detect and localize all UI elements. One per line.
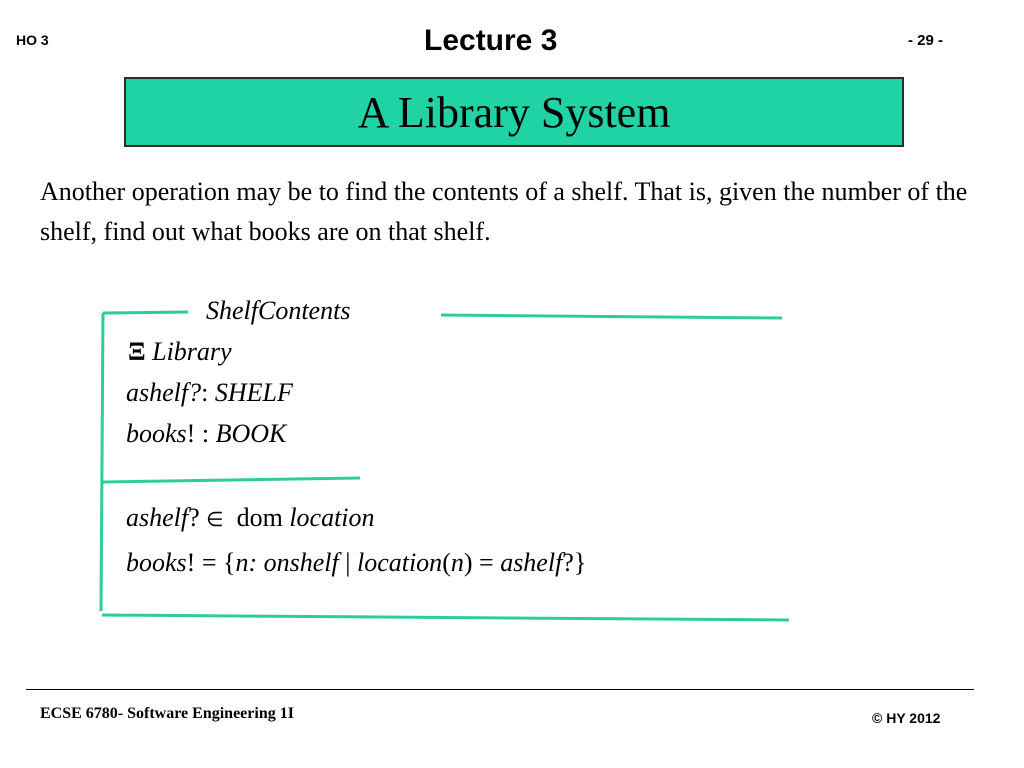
element-of-symbol: ∈ [206, 509, 224, 531]
library-name: Library [152, 337, 232, 366]
pred2-n2: n [450, 548, 464, 577]
pred1-q: ? [188, 503, 207, 532]
schema-left-line [101, 313, 103, 611]
bang-colon: ! : [186, 419, 216, 448]
pred2-location: location [356, 548, 443, 577]
schema-bottom-line [102, 615, 789, 620]
schema-decl-books [126, 419, 286, 449]
intro-paragraph: Another operation may be to find the contents of a shelf. That is, given the number of the shelf, find out what books are on that shelf. [40, 177, 968, 246]
ashelf-var: ashelf? [126, 378, 202, 407]
xi-symbol: Ξ [128, 337, 146, 366]
book-type: BOOK [215, 419, 287, 448]
colon: : [201, 378, 215, 407]
books-var: books [126, 419, 187, 448]
dom-keyword: dom [236, 503, 283, 532]
slide-title: A Library System [357, 87, 671, 137]
location-fn: location [289, 503, 375, 532]
pred2-eq-open: ! = { [186, 548, 236, 577]
schema-name: ShelfContents [206, 296, 351, 325]
schema-predicate-2 [126, 548, 586, 578]
pred2-paren-close-eq: ) = [463, 548, 501, 577]
schema-decl-ashelf [126, 378, 293, 408]
handout-number: HO 3 [16, 32, 49, 48]
schema-top-right-line [441, 315, 782, 318]
schema-decl-library [128, 337, 232, 367]
pred2-ashelf: ashelf [500, 548, 563, 577]
pred2-paren-open: ( [442, 548, 451, 577]
footer-copyright: © HY 2012 [872, 710, 941, 726]
pred2-books: books [126, 548, 187, 577]
pred2-bar: | [338, 548, 357, 577]
shelf-type: SHELF [214, 378, 293, 407]
lecture-heading: Lecture 3 [424, 24, 558, 57]
schema-top-left-line [103, 312, 188, 313]
footer-divider [26, 689, 974, 690]
footer-course: ECSE 6780- Software Engineering 1I [40, 705, 294, 722]
pred2-n: n: onshelf [235, 548, 339, 577]
pred1-ashelf: ashelf [126, 503, 189, 532]
slide-title-box [124, 77, 904, 147]
page-number: - 29 - [908, 32, 944, 49]
schema-predicate-1 [126, 503, 375, 533]
schema-divider-line [103, 478, 360, 482]
pred2-close: ?} [562, 548, 587, 577]
